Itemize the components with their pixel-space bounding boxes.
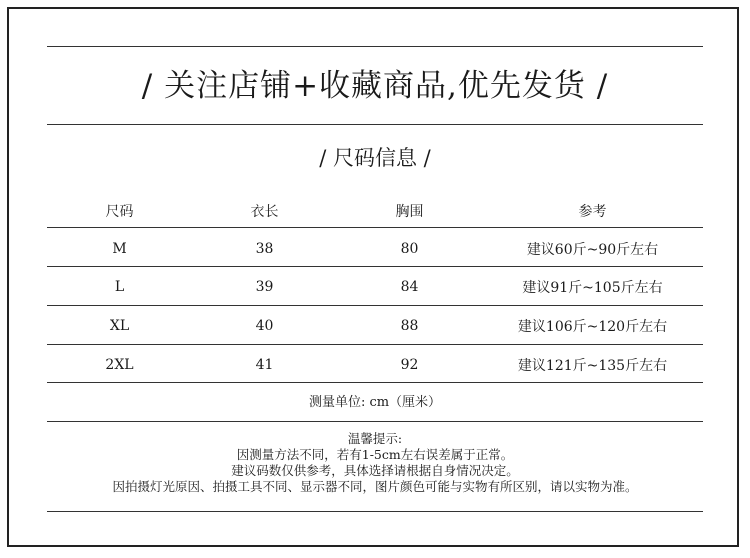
divider-top xyxy=(47,46,703,47)
table-row xyxy=(47,237,703,261)
table-row xyxy=(47,353,703,377)
cell-size: M xyxy=(112,241,127,257)
table-divider xyxy=(47,266,703,267)
tips-line: 因拍摄灯光原因、拍摄工具不同、显示器不同，图片颜色可能与实物有所区别，请以实物为准。 xyxy=(112,479,638,494)
measurement-unit-note: 测量单位: cm（厘米） xyxy=(308,395,442,410)
divider-banner-bottom xyxy=(47,124,703,125)
cell-reference: 建议106斤~120斤左右 xyxy=(517,319,668,335)
cell-chest: 80 xyxy=(400,241,419,257)
cell-reference: 建议91斤~105斤左右 xyxy=(522,280,663,296)
cell-length: 40 xyxy=(255,318,274,334)
cell-length: 38 xyxy=(255,241,274,257)
cell-chest: 88 xyxy=(400,318,419,334)
table-divider xyxy=(47,227,703,228)
tips-line: 建议码数仅供参考，具体选择请根据自身情况决定。 xyxy=(231,463,519,478)
tips-title: 温馨提示: xyxy=(347,431,403,446)
cell-size: 2XL xyxy=(105,357,134,373)
divider-notes-top xyxy=(47,421,703,422)
header-length: 衣长 xyxy=(250,204,279,220)
divider-bottom xyxy=(47,511,703,512)
tips-line: 因测量方法不同，若有1-5cm左右误差属于正常。 xyxy=(236,447,514,462)
section-title: / 尺码信息 / xyxy=(319,146,431,170)
tips-block xyxy=(47,431,703,495)
table-divider xyxy=(47,382,703,383)
cell-chest: 84 xyxy=(400,279,419,295)
table-divider xyxy=(47,344,703,345)
table-row xyxy=(47,275,703,299)
cell-reference: 建议60斤~90斤左右 xyxy=(526,242,659,258)
banner-text: / 关注店铺+收藏商品,优先发货 / xyxy=(141,68,609,104)
header-chest: 胸围 xyxy=(395,204,424,220)
header-reference: 参考 xyxy=(578,204,607,220)
size-table-header xyxy=(47,199,703,223)
cell-length: 39 xyxy=(255,279,274,295)
table-row xyxy=(47,314,703,338)
cell-chest: 92 xyxy=(400,357,419,373)
table-divider xyxy=(47,305,703,306)
cell-length: 41 xyxy=(255,357,274,373)
cell-reference: 建议121斤~135斤左右 xyxy=(517,358,668,374)
header-size: 尺码 xyxy=(105,204,134,220)
cell-size: L xyxy=(114,279,125,295)
cell-size: XL xyxy=(109,318,130,334)
